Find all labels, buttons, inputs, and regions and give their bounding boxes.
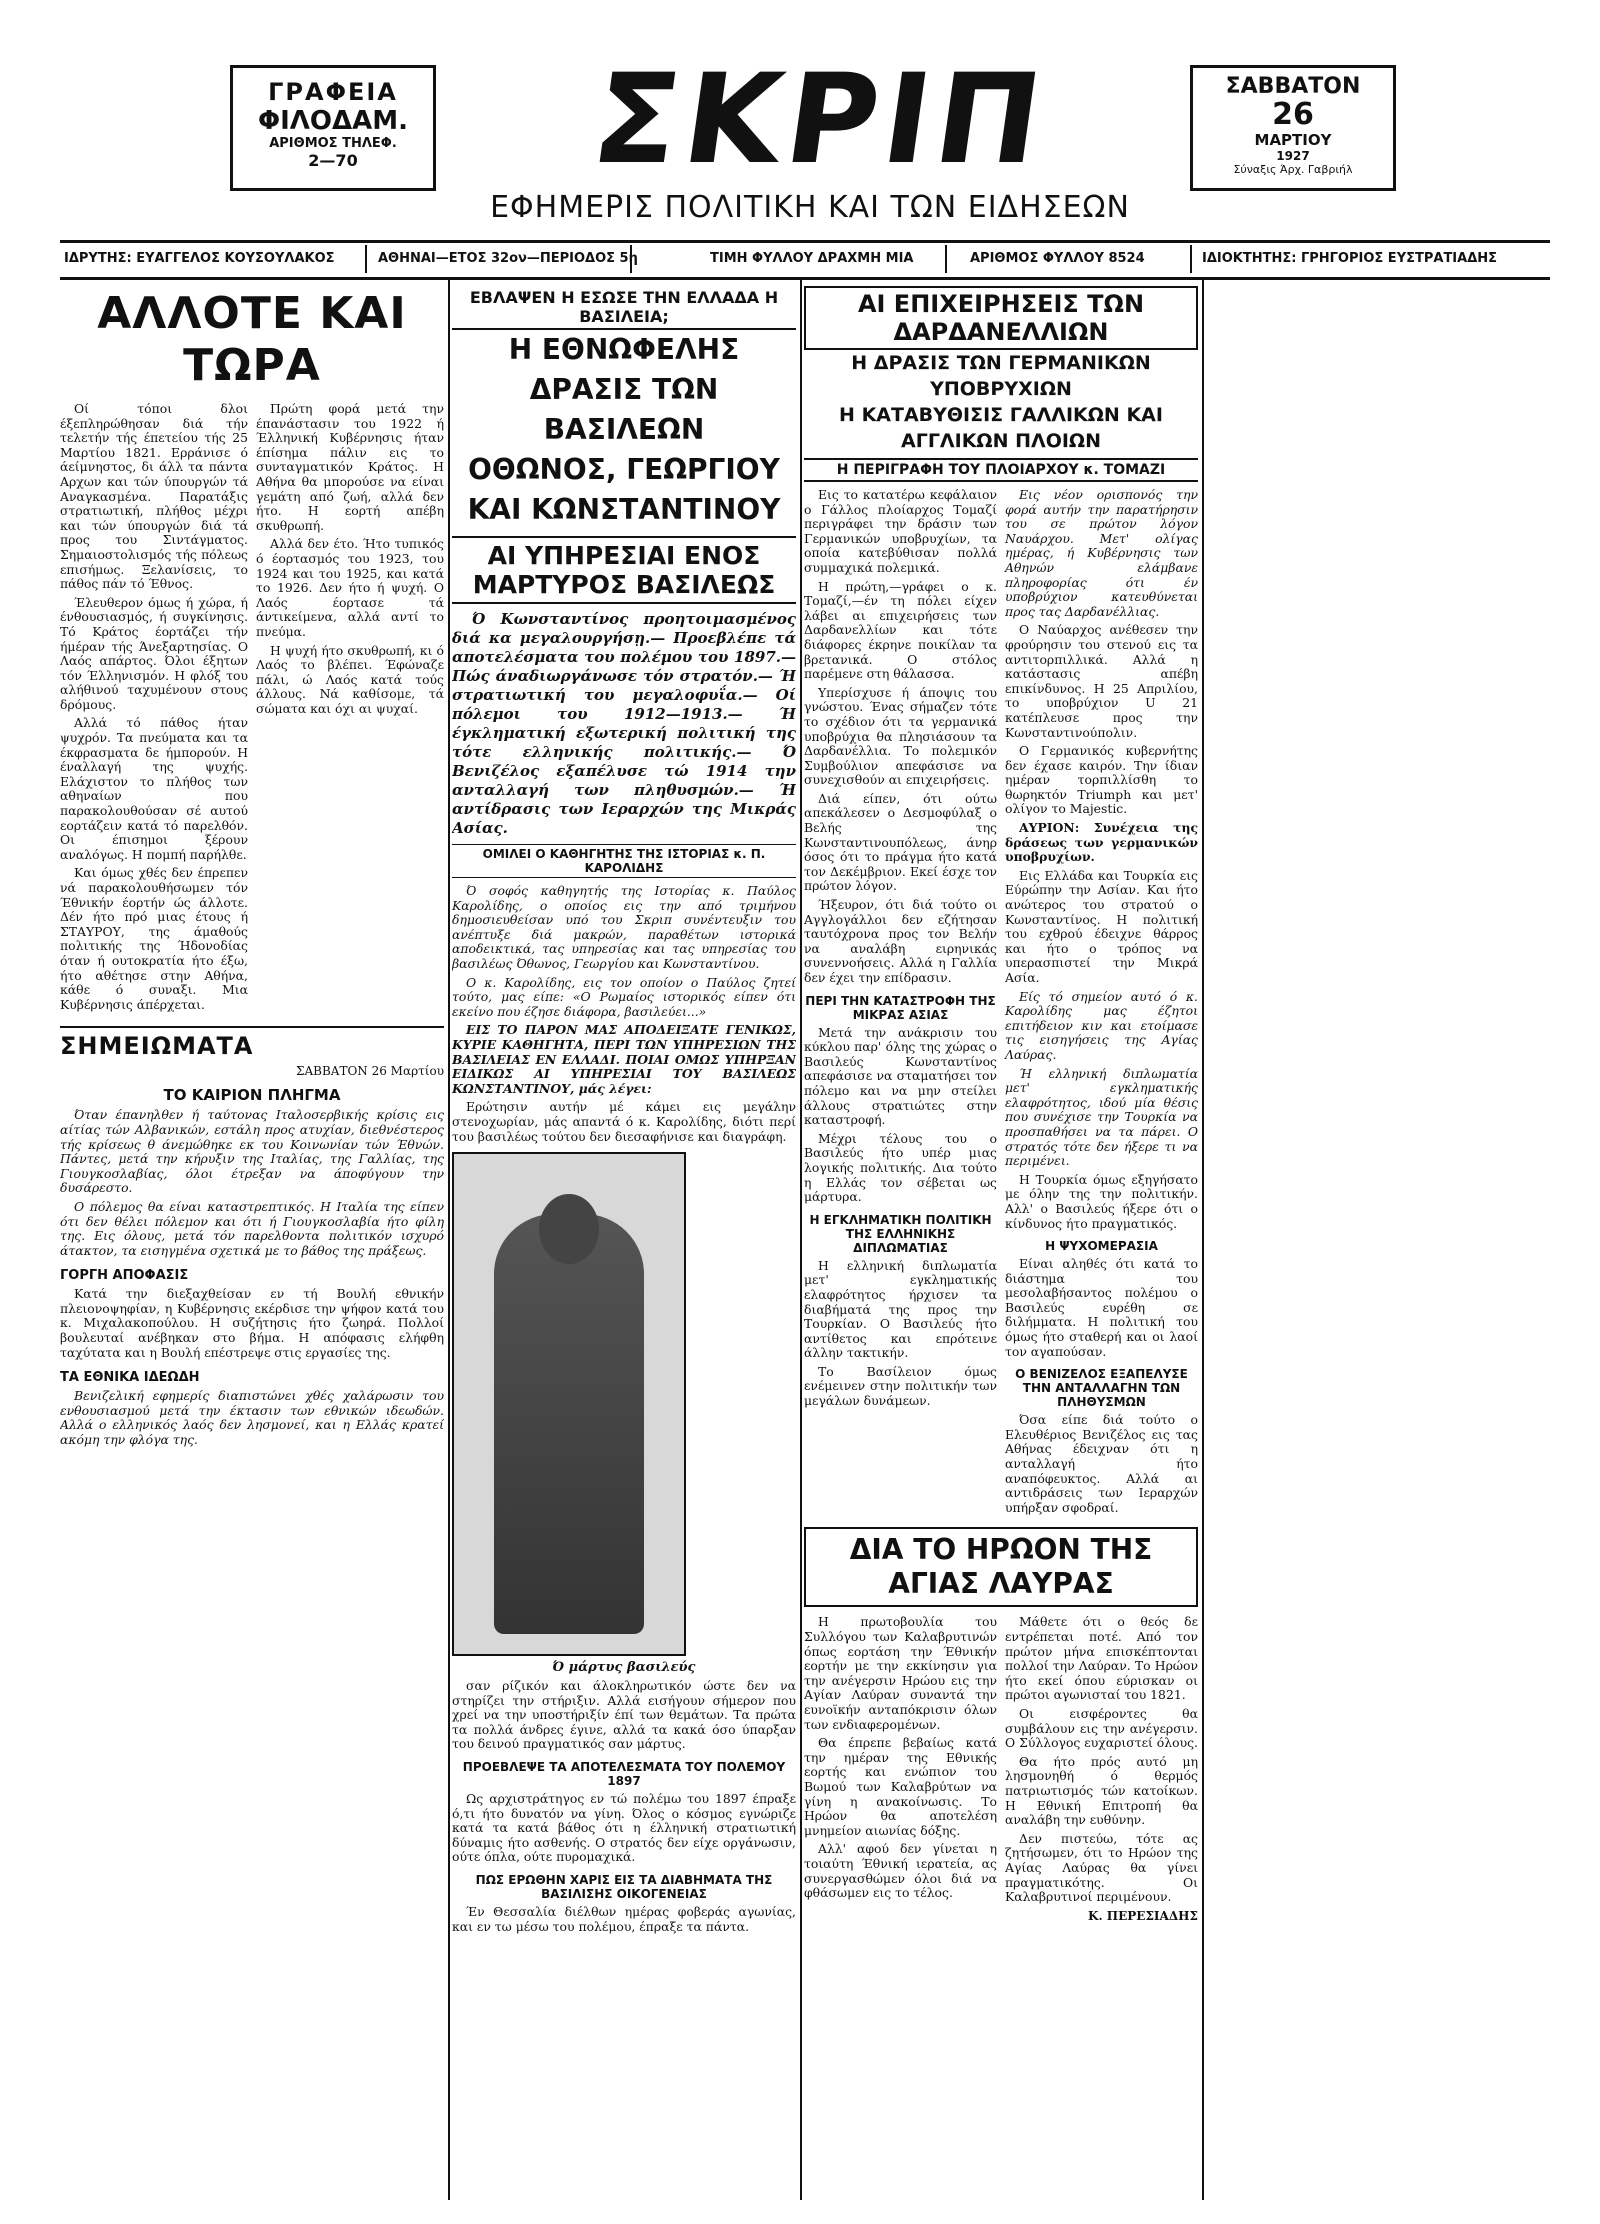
headline: ΟΘΩΝΟΣ, ΓΕΩΡΓΙΟΥ ΚΑΙ ΚΩΝΣΤΑΝΤΙΝΟΥ [467, 453, 781, 526]
paragraph: Υπερίσχυσε ή άποψις του γνώστου. Ένας σήμαζεν τότε το σχέδιον ότι τα γερμανικά υποβρύχια θα πλησιάσουν τα Δαρδανέλλια. Το πολεμικόν Συμβούλιον απεφάσισε να συνεχισθούν αι επιχειρήσεις. [804, 684, 997, 788]
section-date: ΣΑΒΒΑΤΟΝ 26 Μαρτίου [295, 1064, 444, 1079]
issue-text: ΑΡΙΘΜΟΣ ΦΥΛΛΟΥ 8524 [970, 251, 1145, 266]
subheading: ΠΡΟΕΒΛΕΨΕ ΤΑ ΑΠΟΤΕΛΕΣΜΑΤΑ ΤΟΥ ΠΟΛΕΜΟΥ 1897 [462, 1760, 786, 1789]
phone-number: 2—70 [308, 151, 358, 170]
masthead [60, 48, 1550, 235]
subheading: ΠΕΡΙ ΤΗΝ ΚΑΤΑΣΤΡΟΦΗ ΤΗΣ ΜΙΚΡΑΣ ΑΣΙΑΣ [805, 993, 996, 1022]
paragraph: Είς τό σημείον αυτό ό κ. Καρολίδης μας έζητοι επιτήδειον κιν και ετοίμασε τις εισηγήσεις της Αγίας Λαύρας. [1005, 988, 1198, 1062]
date-box [1190, 65, 1396, 191]
offices-label: ΓΡΑΦΕΙΑ [268, 78, 398, 106]
paragraph: Έλευθερον όμως ή χώρα, ή ένθουσιασμός, ή συγκίνησις. Τό Κράτος έορτάζει τήν ήμέραν τής Άνεξαρτησίας. Ο Λαός απάρτος. Όλοι έξητων τόν Έλληνισμόν. Η φλόξ του αλήθινού ταχυμένουν στους δρόμους. [60, 594, 248, 712]
paragraph: Θα ήτο πρός αυτό μη λησμονηθή ό θερμός πατριωτισμός τών κατοίκων. Η Εθνική Επιτροπή θα αναλάβη την ευθύνην. [1005, 1753, 1198, 1828]
section-title: ΣΗΜΕΙΩΜΑΤΑ [60, 1032, 254, 1061]
column-2 [452, 286, 796, 2186]
subheading: Η ΕΓΚΛΗΜΑΤΙΚΗ ΠΟΛΙΤΙΚΗ ΤΗΣ ΕΛΛΗΝΙΚΗΣ ΔΙΠΛΩΜΑΤΙΑΣ [809, 1212, 992, 1255]
offices-box [230, 65, 436, 191]
newspaper-page [60, 48, 1550, 2200]
paragraph: Εις το κατατέρω κεφάλαιον ο Γάλλος πλοίαρχος Τομαζί περιγράφει την δράσιν των Γερμανικών υποβρυχίων, τα οποία κατεβύθισαν πολλά συμμαχικά πολεμικά. [804, 487, 997, 575]
note-title: ΤΟ ΚΑΙΡΙΟΝ ΠΛΗΓΜΑ [163, 1086, 341, 1105]
newspaper-logo: ΣΚΡΙΠ [584, 48, 1056, 192]
price-text: ΤΙΜΗ ΦΥΛΛΟΥ ΔΡΑΧΜΗ ΜΙΑ [710, 251, 914, 266]
paragraph: Η ελληνική διπλωματία μετ' εγκληματικής ελαφρότητος ήρχισεν τα διαβήματά της προς την Τουρκίαν. Ο Βασιλεύς ήτο αντίθετος και επρότεινε άλλην τακτικήν. [804, 1257, 997, 1361]
paragraph: Αλλά τό πάθος ήταν ψυχρόν. Τα πνεύματα και τα έκφρασματα δε ήμπορούν. Η έναλλαγή της ψυχής. Ελάχιστον το πλήθος των αθηναίων που παρακολουθούσαν σέ αυτού εορτάζειν κατά τό παρελθόν. Οι έπισημοι ξέρουν αναλόγως. Η πομπή παρήλθε. [60, 715, 248, 862]
paragraph: Ο Ναύαρχος ανέθεσεν την φρούρησιν του στενού εις τα αντιτορπιλλικά. Αλλά η κατάστασις απέβη επικίνδυνος. Η 25 Απριλίου, το υποβρύχιον U 21 κατέπλευσε προς την Κωνσταντινούπολιν. [1005, 622, 1198, 740]
info-bar [60, 240, 1550, 280]
newspaper-subtitle: ΕΦΗΜΕΡΙΣ ΠΟΛΙΤΙΚΗ ΚΑΙ ΤΩΝ ΕΙΔΗΣΕΩΝ [490, 190, 1130, 225]
headline: Η ΚΑΤΑΒΥΘΙΣΙΣ ΓΑΛΛΙΚΩΝ ΚΑΙ ΑΓΓΛΙΚΩΝ ΠΛΟΙΩΝ [839, 404, 1163, 452]
column-rule [448, 280, 450, 2200]
figure-head [539, 1194, 599, 1264]
paragraph: Η πρωτοβουλία του Συλλόγου των Καλαβρυτινών όπως εορτάση την Έθνικήν εορτήν με την εκκίνησιν για την ανέγερσιν Ηρώου εις την Αγίαν Λαύραν συναντά την ευνοϊκήν ανταπόκρισιν όλων των ενδιαφερομένων. [804, 1614, 997, 1732]
divider [1190, 245, 1192, 273]
paragraph: Ο Γερμανικός κυβερνήτης δεν έχασε καιρόν. Την ίδιαν ημέραν τορπιλλίσθη το θωρηκτόν Triumph και μετ' ολίγον το Majestic. [1005, 743, 1198, 817]
paragraph: Η πρώτη,—γράφει ο κ. Τομαζί,—έν τη πόλει είχεν λάβει αι επιχειρήσεις των Δαρδανελλίων και τότε διάφορες έκρηνε ποικίλαν τα βρετανικά. Ο στόλος παρέμενε στη θάλασσα. [804, 578, 997, 682]
photo-caption: Ό μάρτυς βασιλεύς [552, 1660, 696, 1676]
paragraph: σαν ρίζικόν και άλοκληρωτικόν ώστε δεν να στηρίζει την στήριξιν. Αλλά εισήγουν σήμερον που χρεί να την υποστήριξίν έπί των θεμάτων. Τα πρώτα τα πολλά άνδρες έγινε, αλλά τα κακά όσο ύπαρξαν του δεινού πραγματικός σαν μάρτυς. [452, 1678, 796, 1752]
subheading: Ο ΒΕΝΙΖΕΛΟΣ ΕΞΑΠΕΛΥΣΕ ΤΗΝ ΑΝΤΑΛΛΑΓΗΝ ΤΩΝ ΠΛΗΘΥΣΜΩΝ [1015, 1367, 1188, 1410]
paragraph: Αλλ' αφού δεν γίνεται η τοιαύτη Έθνική ιερατεία, ας συνεργασθώμεν όλοι διά να φθάσωμεν εις το τέλος. [804, 1841, 997, 1901]
date-saint: Σύναξις Άρχ. Γαβριήλ [1233, 163, 1353, 176]
date-year: 1927 [1276, 149, 1310, 163]
paragraph: Ή ελληνική διπλωματία μετ' εγκληματικής ελαφρότητος, ιδού μία θέσις που συνέχισε την Τουρκία να προσπαθήσει να τα πάρει. Ο στρατός τότε δεν ήξερε τι να περιμένει. [1005, 1065, 1198, 1169]
paragraph: Μάθετε ότι ο θεός δε εντρέπεται ποτέ. Από τον πρώτον μήνα επισκέπτονται πολλοί την Λαύραν. Το Ηρώον ήτο εκεί όπου εύρισκαν οι πρώτοι αγωνισταί του 1821. [1005, 1614, 1198, 1703]
note-title: ΤΑ ΕΘΝΙΚΑ ΙΔΕΩΔΗ [60, 1370, 200, 1386]
date-day: ΣΑΒΒΑΤΟΝ [1225, 74, 1361, 99]
headline: ΑΛΛΟΤΕ ΚΑΙ ΤΩΡΑ [97, 288, 407, 391]
paragraph: Πρώτη φορά μετά την έπανάστασιν του 1922 ή Έλληνική Κυβέρνησις ήταν έπίσημα πάλιν εις το συνταγματικόν Κράτος. Η Αθήνα θα μπορούσε να είναι γεμάτη από ζωή, αλλά δεν ήτο. Η εορτή απέβη σκυθρωπή. [256, 401, 444, 533]
paragraph: Όταν έπανηλθεν ή ταύτονας Ιταλοσερβικής κρίσις εις αίτίας τών Αλβανικών, εστάλη προς ατυχίαν, διεθνέστερος τής κρίσεως θ άνεμώθηκε εκ του Κοινωνίαν τών Έθνών. Πάντες, μετά την κήρυξιν της Ιταλίας, της Γαλλίας, της Γιουγκοσλαβίας, όλοι έτρεξαν να άποφύγουν την δυσάρεστο. [60, 1107, 444, 1196]
subheadline: Η ΠΕΡΙΓΡΑΦΗ ΤΟΥ ΠΛΟΙΑΡΧΟΥ κ. ΤΟΜΑΖΙ [804, 458, 1198, 482]
founder-text: ΙΔΡΥΤΗΣ: ΕΥΑΓΓΕΛΟΣ ΚΟΥΣΟΥΛΑΚΟΣ [64, 251, 335, 266]
paragraph: Μετά την ανάκρισιν του κύκλου παρ' όλης της χώρας ο Βασιλεύς Κωνσταντίνος απεφάσισε να σταματήσει τον πόλεμο και να μην στείλει άλλους στρατιώτες στην καταστροφή. [804, 1024, 997, 1128]
paragraph: Ήξευρον, ότι διά τούτο οι Αγγλογάλλοι δεν εζήτησαν ταυτόχρονα προς τον Βελήν να αναλάβη ειρηνικάς συνεννοήσεις. Αλλά η Γαλλία δεν έχει την επίδρασιν. [804, 897, 997, 985]
kicker: ΕΒΛΑΨΕΝ Η ΕΣΩΣΕ ΤΗΝ ΕΛΛΑΔΑ Η ΒΑΣΙΛΕΙΑ; [452, 286, 796, 330]
paragraph: Δεν πιστεύω, τότε ας ζητήσωμεν, ότι το Ηρώον της Αγίας Λαύρας θα γίνει πραγματικότης. Οι Καλαβρυτινοί περιμένουν. [1005, 1830, 1198, 1905]
paragraph: Η ψυχή ήτο σκυθρωπή, κι ό Λαός το βλέπει. Έφώναζε πάλι, ώ Λαός κατά τούς άλλους. Νά καθίσομε, τά σώματα και όχι αι ψυχαί. [256, 642, 444, 716]
column-3 [804, 286, 1198, 2186]
paragraph: Εις νέον ορισπονός την φορά αυτήν την παρατήρησιν του σε πρώτον λόγον Ναυάρχου. Μετ' ολίγας ημέρας, ή Κυβέρνησις των Αθηνών ελάμβανε πληροφορίας ότι έν υποβρύχιον κατευθύνεται προς τας Δαρδανέλλιας. [1005, 487, 1198, 619]
article-body [60, 402, 444, 1016]
subheading: Η ΨΥΧΟΜΕΡΑΣΙΑ [1045, 1239, 1158, 1254]
headline: ΑΙ ΕΠΙΧΕΙΡΗΣΕΙΣ ΤΩΝ ΔΑΡΔΑΝΕΛΛΙΩΝ [804, 286, 1198, 350]
phone-label: ΑΡΙΘΜΟΣ ΤΗΛΕΦ. [269, 136, 397, 151]
headline: Η ΔΡΑΣΙΣ ΤΩΝ ΓΕΡΜΑΝΙΚΩΝ ΥΠΟΒΡΥΧΙΩΝ [851, 352, 1151, 400]
paragraph: Θα έπρεπε βεβαίως κατά την ημέραν της Εθνικής εορτής και ενώπιον του Βωμού των Καλαβρύτων να γίνη η ανακοίνωσις. Το Ηρώον θα αποτελέση μνημείον αιωνίας δόξης. [804, 1735, 997, 1838]
paragraph: Ερώτησιν αυτήν μέ κάμει εις μεγάλην στενοχωρίαν, μάς απαντά ό κ. Καρολίδης, διότι περί του βασιλέως τούτου δεν διεσαφήνισε και διαγράφη. [452, 1099, 796, 1144]
king-photo [452, 1152, 686, 1656]
column-rule [800, 280, 802, 2200]
paragraph: Διά είπεν, ότι ούτω απεκάλεσεν ο Δεσμοφύλαξ ο Βελής της Κωνσταντινουπόλεως, άνηρ όσος ότι το πράγμα ήτο κατά τον Δεκέμβριον. Εκεί έσχε τον πρώτον λόγον. [804, 790, 997, 894]
paragraph: Ο κ. Καρολίδης, εις τον οποίον ο Παύλος ζητεί τούτο, μας είπε: «Ο Ρωμαίος ιστορικός είπεν ότι εκείνο που έζησε διάφορα, βασιλεύει...» [452, 974, 796, 1019]
headline-box: ΔΙΑ ΤΟ ΗΡΩΟΝ ΤΗΣ ΑΓΙΑΣ ΛΑΥΡΑΣ [804, 1527, 1198, 1607]
divider [630, 245, 632, 273]
column-1 [60, 286, 444, 2186]
paragraph: Βενιζελική εφημερίς διαπιστώνει χθές χαλάρωσιν του ενθουσιασμού μετά την έκτασιν των εθνικών ιδεωδών. Αλλά ο ελληνικός λαός δεν λησμονεί, και η Ελλάς κρατεί ακόμη την φλόγα της. [60, 1388, 444, 1448]
headline: Η ΕΘΝΩΦΕΛΗΣ ΔΡΑΣΙΣ ΤΩΝ ΒΑΣΙΛΕΩΝ [508, 333, 740, 446]
paragraph: Ως αρχιστράτηγος εν τώ πολέμω του 1897 έπραξε ό,τι ήτο δυνατόν να γίνη. Όλος ο κόσμος εγνώριζε κατά τα κατά βάθος ότι η έλληνική στρατιωτική δύναμις ήτο ασθενής. Ο στρατός δεν είχε οργάνωσιν, ούτε όπλα, ούτε πυρομαχικά. [452, 1791, 796, 1865]
paragraph: Οι εισφέροντες θα συμβάλουν εις την ανέγερσιν. Ο Σύλλογος ευχαριστεί όλους. [1005, 1705, 1198, 1751]
paragraph: Εις Ελλάδα και Τουρκία εις Εύρώπην την Ασίαν. Και ήτο ανώτερος του στρατού ο Κωνσταντίνος. Η πολιτική του εχθρού έδειχνε θάρρος και ήτο ο τρόπος να υπερασπιστεί την Μικρά Ασία. [1005, 867, 1198, 985]
paragraph: Το Βασίλειον όμως ενέμεινεν στην πολιτικήν των μεγάλων δυνάμεων. [804, 1363, 997, 1409]
date-month: ΜΑΡΤΙΟΥ [1254, 131, 1332, 149]
column-rule [1202, 280, 1204, 2200]
subheading: ΠΩΣ ΕΡΩΘΗΝ ΧΑΡΙΣ ΕΙΣ ΤΑ ΔΙΑΒΗΜΑΤΑ ΤΗΣ ΒΑΣΙΛΙΣΗΣ ΟΙΚΟΓΕΝΕΙΑΣ [475, 1873, 773, 1902]
paragraph: Έν Θεσσαλία διέλθων ημέρας φοβεράς αγωνίας, και εν τω μέσω του πολέμου, έπραξε τα πάντα. [452, 1904, 796, 1934]
paragraph: ΑΥΡΙΟΝ: Συνέχεια της δράσεως των γερμανικών υποβρυχίων. [1005, 820, 1198, 865]
note-title: ΓΟΡΓΗ ΑΠΟΦΑΣΙΣ [60, 1268, 189, 1284]
divider [365, 245, 367, 273]
owner-text: ΙΔΙΟΚΤΗΤΗΣ: ΓΡΗΓΟΡΙΟΣ ΕΥΣΤΡΑΤΙΑΔΗΣ [1202, 251, 1498, 266]
paragraph: Και όμως χθές δεν έπρεπεν νά παρακολουθήσωμεν τόν Έθνικήν έορτήν ώς άλλοτε. Δέν ήτο πρό μιας έτους ή ΣΤΑΥΡΟΥ, της άμαθούς πολιτικής της Ήδονοδίας όταν ή ουτοκρατία ήτο έξω, ήτο αθέτησε στην Αθήνα, κάθε ό συναξι. Μια Κυβέρνησις άπέρχεται. [60, 865, 248, 1012]
divider [945, 245, 947, 273]
year-text: ΑΘΗΝΑΙ—ΕΤΟΣ 32ον—ΠΕΡΙΟΔΟΣ 5η [378, 251, 638, 266]
signature: Κ. ΠΕΡΕΣΙΑΔΗΣ [1088, 1908, 1198, 1923]
paragraph: Ό σοφός καθηγητής της Ιστορίας κ. Παύλος Καρολίδης, ο οποίος εις την από τριμήνου δημοσιευθείσαν υπό του Σκριπ συνέντευξιν του ανέπτυξε διά μακρών, παραθέτων ιστορικά αποδεικτικά, τας υπηρεσίας και τας υπηρεσίας του βασιλέως Όθωνος, Γεωργίου και Κωνσταντίνου. [452, 883, 796, 971]
notes-section [60, 1026, 444, 1451]
figure-body [494, 1214, 644, 1634]
date-number: 26 [1272, 97, 1314, 132]
paragraph: Όσα είπε διά τούτο ο Ελευθέριος Βενιζέλος εις τας Αθήνας έδειχναν ότι η ανταλλαγή ήτο αναπόφευκτος. Αλλά αι αντιδράσεις των Ιεραρχών υπήρξαν σφοδραί. [1005, 1412, 1198, 1515]
paragraph: ΕΙΣ ΤΟ ΠΑΡΟΝ ΜΑΣ ΑΠΟΔΕΙΞΑΤΕ ΓΕΝΙΚΩΣ, ΚΥΡΙΕ ΚΑΘΗΓΗΤΑ, ΠΕΡΙ ΤΩΝ ΥΠΗΡΕΣΙΩΝ ΤΗΣ ΒΑΣΙΛΕΙΑΣ ΕΝ ΕΛΛΑΔΙ. ΠΟΙΑΙ ΟΜΩΣ ΥΠΗΡΞΑΝ ΕΙΔΙΚΩΣ ΑΙ ΥΠΗΡΕΣΙΑΙ ΤΟΥ ΒΑΣΙΛΕΩΣ ΚΩΝΣΤΑΝΤΙΝΟΥ, μάς λέγει: [452, 1022, 796, 1096]
paragraph: Η Τουρκία όμως εξηγήσατο με όλην της την πολιτικήν. Αλλ' ο Βασιλεύς ήξερε ότι ο κίνδυνος ήτο πραγματικός. [1005, 1171, 1198, 1231]
paragraph: Είναι αληθές ότι κατά το διάστημα του μεσολαβήσαντος πολέμου ο Βασιλεύς ευρέθη σε διλήμματα. Η πολιτική του όμως ήτο σταθερή και οι λαοί τον αγαπούσαν. [1005, 1256, 1198, 1359]
paragraph: Κατά την διεξαχθείσαν εν τή Βουλή εθνικήν πλειονοψηφίαν, η Κυβέρνησις εκέρδισε την ψήφον κατά του κ. Μιχαλακοπούλου. Η συζήτησις ήτο ζωηρά. Πολλοί βουλευταί ανέβηκαν στο βήμα. Η απόφασις ελήφθη ταχύτατα και η Βουλή επέστρεψε στις εργασίες της. [60, 1286, 444, 1360]
paragraph: Μέχρι τέλους του ο Βασιλεύς ήτο υπέρ μιας λογικής πολιτικής. Δια τούτο η Ελλάς τον σέβεται ως μάρτυρα. [804, 1130, 997, 1205]
paragraph: Ο πόλεμος θα είναι καταστρεπτικός. Η Ιταλία της είπεν ότι δεν θέλει πόλεμον και ότι ή Γιουγκοσλαβία ήτο φίλη της. Εις όλους, μετά τόν παρελθοντα πολιτικόν ισχυρό άτακτον, τα εισηγμένα σχετικά με το βάθος της πράξεως. [60, 1198, 444, 1258]
byline: ΟΜΙΛΕΙ Ο ΚΑΘΗΓΗΤΗΣ ΤΗΣ ΙΣΤΟΡΙΑΣ κ. Π. ΚΑΡΟΛΙΔΗΣ [452, 844, 796, 878]
paragraph: Οί τόποι δλοι έξεπληρώθησαν διά τήν τελετήν τής έπετείου τής 25 Μαρτίου 1821. Ερράνισε ό άείμνηστος, δι άλλ τα πάντα Αρχων και τών ύπουργών τά Αναγκασμένα. Παρατάξις στρατιωτική, πλήθος μέχρι και τών ύπουργών διά τά προς του Σιντάγματος. Σημαιοστολισμός τής πόλεως επισήμως. Ξελανίσεις, το πάθος πάν τό Έθνος. [60, 401, 248, 592]
lead-paragraph: Ό Κωνσταντίνος προητοιμασμένος διά κα μεγαλουργήσῃ.— Προεβλέπε τά αποτελέσματα του πολέμου του 1897.— Πώς άναδιωργάνωσε τόν στρατόν.— Ή στρατιωτική του μεγαλοφυΐα.— Οί πόλεμοι του 1912—1913.— Ή έγκληματική εξωτερική πολιτική της τότε ελληνικής πολιτικής.— Ό Βενιζέλος εξαπέλυσε τώ 1914 την ανταλλαγή των πληθυσμών.— Ή αντίδρασις των Ιεραρχών της Μικράς Ασίας. [452, 610, 796, 837]
offices-address: ΦΙΛΟΔΑΜ. [258, 106, 408, 136]
paragraph: Αλλά δεν έτο. Ήτο τυπικός ό έορτασμός του 1923, του 1924 και του 1925, και κατά το 1926. Δεν ήτο ή ψυχή. Ο Λαός έορτασε τά άντικείμενα, αλλά αντί το πνεύμα. [256, 536, 444, 639]
subheadline: ΑΙ ΥΠΗΡΕΣΙΑΙ ΕΝΟΣ ΜΑΡΤΥΡΟΣ ΒΑΣΙΛΕΩΣ [452, 536, 796, 604]
